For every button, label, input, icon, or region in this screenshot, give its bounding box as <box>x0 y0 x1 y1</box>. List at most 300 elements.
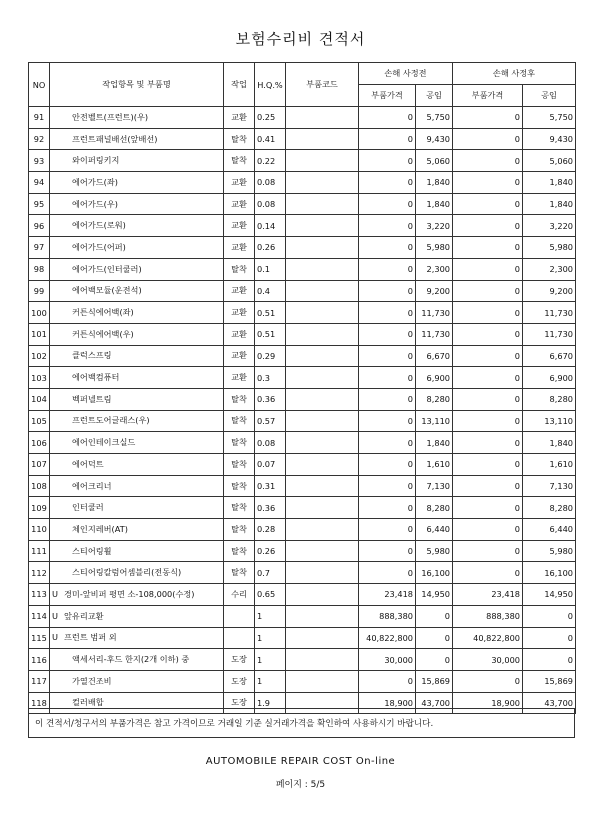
row-part-code <box>286 367 359 389</box>
row-before-labor: 43,700 <box>416 692 453 714</box>
estimate-rows <box>29 107 576 714</box>
row-hq: 1 <box>255 605 286 627</box>
row-before-parts: 0 <box>359 302 416 324</box>
row-part-code <box>286 562 359 584</box>
row-item-label: 커튼식에어백(좌) <box>72 307 134 318</box>
row-no: 107 <box>29 454 50 476</box>
row-before-labor: 8,280 <box>416 388 453 410</box>
row-before-parts: 0 <box>359 107 416 129</box>
row-part-code <box>286 258 359 280</box>
estimate-table <box>28 62 576 714</box>
row-part-code <box>286 432 359 454</box>
row-work: 탈착 <box>224 388 255 410</box>
row-before-parts: 0 <box>359 388 416 410</box>
row-after-labor: 1,840 <box>523 432 576 454</box>
table-row <box>29 670 576 692</box>
row-after-parts: 0 <box>453 258 523 280</box>
row-hq: 0.26 <box>255 237 286 259</box>
row-before-parts: 0 <box>359 237 416 259</box>
row-after-parts: 0 <box>453 540 523 562</box>
row-work <box>224 627 255 649</box>
row-after-parts: 0 <box>453 237 523 259</box>
row-work: 교환 <box>224 172 255 194</box>
row-before-parts: 0 <box>359 258 416 280</box>
row-item-label: 에어가드(로워) <box>72 220 126 231</box>
row-after-labor: 8,280 <box>523 497 576 519</box>
row-item-label: 에어크리너 <box>72 480 112 491</box>
page-number: 페이지 : 5/5 <box>275 780 326 790</box>
row-before-parts: 0 <box>359 562 416 584</box>
header-no: NO <box>29 63 50 107</box>
row-before-parts: 888,380 <box>359 605 416 627</box>
table-row <box>29 475 576 497</box>
row-no: 108 <box>29 475 50 497</box>
row-after-labor: 0 <box>523 627 576 649</box>
row-part-code <box>286 280 359 302</box>
row-before-labor: 7,130 <box>416 475 453 497</box>
row-item <box>50 475 224 497</box>
row-after-parts: 40,822,800 <box>453 627 523 649</box>
row-after-labor: 5,750 <box>523 107 576 129</box>
row-hq: 0.36 <box>255 388 286 410</box>
row-item-label: 에어덕트 <box>72 458 104 469</box>
row-after-labor: 6,440 <box>523 519 576 541</box>
row-no: 96 <box>29 215 50 237</box>
row-part-code <box>286 193 359 215</box>
row-after-labor: 13,110 <box>523 410 576 432</box>
row-before-labor: 5,980 <box>416 540 453 562</box>
table-row <box>29 388 576 410</box>
row-before-parts: 30,000 <box>359 649 416 671</box>
row-item <box>50 172 224 194</box>
row-work <box>224 605 255 627</box>
row-hq: 0.28 <box>255 519 286 541</box>
row-after-labor: 1,840 <box>523 193 576 215</box>
row-no: 109 <box>29 497 50 519</box>
row-item <box>50 410 224 432</box>
row-work: 교환 <box>224 280 255 302</box>
row-hq: 0.65 <box>255 584 286 606</box>
row-item <box>50 454 224 476</box>
row-part-code <box>286 605 359 627</box>
row-item <box>50 540 224 562</box>
row-part-code <box>286 410 359 432</box>
row-after-labor: 6,900 <box>523 367 576 389</box>
row-after-parts: 0 <box>453 432 523 454</box>
row-after-parts: 0 <box>453 128 523 150</box>
row-item <box>50 345 224 367</box>
row-hq: 0.3 <box>255 367 286 389</box>
row-after-parts: 0 <box>453 454 523 476</box>
row-item <box>50 302 224 324</box>
row-after-parts: 0 <box>453 172 523 194</box>
header-before-labor: 공임 <box>416 85 453 107</box>
row-after-labor: 9,430 <box>523 128 576 150</box>
row-item <box>50 193 224 215</box>
table-row <box>29 410 576 432</box>
row-work: 교환 <box>224 323 255 345</box>
row-no: 94 <box>29 172 50 194</box>
row-before-labor: 6,670 <box>416 345 453 367</box>
row-item-label: 프런트도어글래스(우) <box>72 415 150 426</box>
row-hq: 0.22 <box>255 150 286 172</box>
row-work: 수리 <box>224 584 255 606</box>
row-item-label: 안전벨트(프런트)(우) <box>72 111 149 122</box>
row-before-labor: 0 <box>416 605 453 627</box>
row-item <box>50 367 224 389</box>
row-no: 98 <box>29 258 50 280</box>
row-after-parts: 0 <box>453 519 523 541</box>
row-before-labor: 3,220 <box>416 215 453 237</box>
row-after-parts: 0 <box>453 150 523 172</box>
row-hq: 0.1 <box>255 258 286 280</box>
row-no: 106 <box>29 432 50 454</box>
row-part-code <box>286 323 359 345</box>
row-before-labor: 13,110 <box>416 410 453 432</box>
row-before-parts: 0 <box>359 454 416 476</box>
row-before-labor: 15,869 <box>416 670 453 692</box>
row-work: 탈착 <box>224 519 255 541</box>
row-after-parts: 0 <box>453 497 523 519</box>
row-item-label: 에어가드(좌) <box>72 176 118 187</box>
row-after-labor: 14,950 <box>523 584 576 606</box>
row-item-label: 액세서리-후드 한지(2개 이하) 중 <box>72 654 190 665</box>
row-after-parts: 0 <box>453 475 523 497</box>
row-hq: 1 <box>255 670 286 692</box>
table-row <box>29 519 576 541</box>
row-item-label: 벡퍼넬트림 <box>72 393 112 404</box>
row-before-labor: 1,840 <box>416 432 453 454</box>
row-item-label: 인터쿨러 <box>72 502 104 513</box>
table-row <box>29 280 576 302</box>
row-work: 탈착 <box>224 562 255 584</box>
table-row <box>29 649 576 671</box>
row-after-labor: 5,980 <box>523 237 576 259</box>
row-work: 탈착 <box>224 258 255 280</box>
row-part-code <box>286 345 359 367</box>
table-row <box>29 562 576 584</box>
table-row <box>29 323 576 345</box>
row-after-parts: 0 <box>453 215 523 237</box>
row-hq: 0.57 <box>255 410 286 432</box>
header-before-adjust: 손해 사정전 <box>359 63 453 85</box>
row-hq: 0.29 <box>255 345 286 367</box>
row-before-parts: 40,822,800 <box>359 627 416 649</box>
row-after-labor: 5,980 <box>523 540 576 562</box>
table-row <box>29 605 576 627</box>
row-before-parts: 0 <box>359 432 416 454</box>
row-item-label: 체인지레버(AT) <box>72 523 128 534</box>
header-row-top <box>29 63 576 85</box>
row-no: 117 <box>29 670 50 692</box>
row-hq: 0.31 <box>255 475 286 497</box>
header-after-adjust: 손해 사정후 <box>453 63 576 85</box>
row-before-parts: 0 <box>359 280 416 302</box>
row-before-labor: 5,980 <box>416 237 453 259</box>
row-item-label: 프런트 범퍼 외 <box>64 632 117 643</box>
table-row <box>29 258 576 280</box>
row-after-parts: 0 <box>453 302 523 324</box>
table-row <box>29 454 576 476</box>
row-after-parts: 0 <box>453 280 523 302</box>
row-item-prefix: U <box>52 610 58 621</box>
row-item <box>50 432 224 454</box>
row-before-parts: 23,418 <box>359 584 416 606</box>
row-item <box>50 388 224 410</box>
row-hq: 1 <box>255 649 286 671</box>
table-row <box>29 432 576 454</box>
row-no: 115 <box>29 627 50 649</box>
row-no: 103 <box>29 367 50 389</box>
header-before-parts: 부품가격 <box>359 85 416 107</box>
row-work: 탈착 <box>224 540 255 562</box>
row-hq: 0.41 <box>255 128 286 150</box>
row-after-labor: 7,130 <box>523 475 576 497</box>
row-item-label: 앞유리교환 <box>64 610 104 621</box>
row-after-labor: 6,670 <box>523 345 576 367</box>
row-before-labor: 0 <box>416 649 453 671</box>
row-hq: 0.07 <box>255 454 286 476</box>
row-work: 도장 <box>224 649 255 671</box>
row-work: 도장 <box>224 670 255 692</box>
row-no: 92 <box>29 128 50 150</box>
row-item <box>50 237 224 259</box>
row-after-labor: 8,280 <box>523 388 576 410</box>
row-no: 111 <box>29 540 50 562</box>
row-item <box>50 258 224 280</box>
row-work: 탈착 <box>224 150 255 172</box>
row-after-labor: 0 <box>523 605 576 627</box>
row-no: 100 <box>29 302 50 324</box>
row-part-code <box>286 388 359 410</box>
row-after-parts: 0 <box>453 345 523 367</box>
row-item-prefix: U <box>52 632 58 643</box>
row-after-labor: 1,610 <box>523 454 576 476</box>
row-item-label: 에어가드(우) <box>72 198 118 209</box>
table-row <box>29 302 576 324</box>
row-after-labor: 9,200 <box>523 280 576 302</box>
row-item-label: 와이퍼링키지 <box>72 155 120 166</box>
header-after-labor: 공임 <box>523 85 576 107</box>
row-item <box>50 323 224 345</box>
row-item-label: 프런트패널배선(앞배선) <box>72 133 158 144</box>
row-item-prefix: U <box>52 588 58 599</box>
row-part-code <box>286 475 359 497</box>
row-after-labor: 5,060 <box>523 150 576 172</box>
row-no: 95 <box>29 193 50 215</box>
row-before-parts: 0 <box>359 475 416 497</box>
row-part-code <box>286 302 359 324</box>
row-no: 97 <box>29 237 50 259</box>
row-work: 탈착 <box>224 454 255 476</box>
header-work: 작업 <box>224 63 255 107</box>
row-after-labor: 43,700 <box>523 692 576 714</box>
row-hq: 1.9 <box>255 692 286 714</box>
row-before-labor: 0 <box>416 627 453 649</box>
row-after-parts: 0 <box>453 193 523 215</box>
row-no: 110 <box>29 519 50 541</box>
row-item <box>50 497 224 519</box>
row-before-labor: 2,300 <box>416 258 453 280</box>
row-after-parts: 30,000 <box>453 649 523 671</box>
row-after-parts: 888,380 <box>453 605 523 627</box>
row-no: 118 <box>29 692 50 714</box>
row-item <box>50 280 224 302</box>
row-work: 탈착 <box>224 475 255 497</box>
table-row <box>29 627 576 649</box>
table-row <box>29 193 576 215</box>
row-before-labor: 11,730 <box>416 323 453 345</box>
row-item-label: 컬러배합 <box>72 697 104 708</box>
row-part-code <box>286 454 359 476</box>
row-part-code <box>286 627 359 649</box>
row-before-parts: 0 <box>359 150 416 172</box>
row-before-parts: 0 <box>359 540 416 562</box>
row-after-parts: 0 <box>453 107 523 129</box>
row-hq: 0.08 <box>255 193 286 215</box>
row-hq: 0.25 <box>255 107 286 129</box>
row-before-labor: 11,730 <box>416 302 453 324</box>
row-item <box>50 107 224 129</box>
row-item-label: 에어백모듈(운전석) <box>72 285 142 296</box>
row-after-parts: 18,900 <box>453 692 523 714</box>
header-after-parts: 부품가격 <box>453 85 523 107</box>
row-item <box>50 627 224 649</box>
row-item <box>50 150 224 172</box>
table-row <box>29 367 576 389</box>
row-before-labor: 1,840 <box>416 193 453 215</box>
table-row <box>29 237 576 259</box>
row-no: 101 <box>29 323 50 345</box>
row-hq: 0.51 <box>255 302 286 324</box>
table-row <box>29 172 576 194</box>
row-item <box>50 605 224 627</box>
row-before-parts: 0 <box>359 215 416 237</box>
row-work: 탈착 <box>224 128 255 150</box>
row-after-parts: 23,418 <box>453 584 523 606</box>
header-hq: H.Q.% <box>255 63 286 107</box>
row-hq: 0.4 <box>255 280 286 302</box>
row-before-labor: 5,060 <box>416 150 453 172</box>
row-before-labor: 6,440 <box>416 519 453 541</box>
row-item-label: 스티어링휠 <box>72 545 112 556</box>
row-work: 탈착 <box>224 497 255 519</box>
row-no: 93 <box>29 150 50 172</box>
header-code: 부품코드 <box>286 63 359 107</box>
row-part-code <box>286 649 359 671</box>
row-before-labor: 9,430 <box>416 128 453 150</box>
row-before-labor: 6,900 <box>416 367 453 389</box>
row-after-labor: 1,840 <box>523 172 576 194</box>
row-hq: 0.36 <box>255 497 286 519</box>
row-before-parts: 0 <box>359 345 416 367</box>
row-work: 도장 <box>224 692 255 714</box>
row-before-labor: 1,840 <box>416 172 453 194</box>
row-no: 99 <box>29 280 50 302</box>
row-part-code <box>286 519 359 541</box>
row-after-parts: 0 <box>453 388 523 410</box>
row-before-labor: 8,280 <box>416 497 453 519</box>
row-after-parts: 0 <box>453 670 523 692</box>
document-title: 보험수리비 견적서 <box>235 30 366 48</box>
row-item-label: 에어가드(인터쿨러) <box>72 263 142 274</box>
row-hq: 0.7 <box>255 562 286 584</box>
row-work: 교환 <box>224 107 255 129</box>
row-item <box>50 215 224 237</box>
row-item <box>50 584 224 606</box>
row-no: 105 <box>29 410 50 432</box>
row-item-label: 에어가드(어퍼) <box>72 241 126 252</box>
price-notice: 이 견적서/청구서의 부품가격은 참고 가격이므로 거래일 기준 실거래가격을 확인하여 사용하시기 바랍니다. <box>28 708 575 738</box>
row-item-label: 에어백컴퓨터 <box>72 372 120 383</box>
row-part-code <box>286 150 359 172</box>
row-no: 116 <box>29 649 50 671</box>
row-item-label: 가열건조비 <box>72 675 112 686</box>
row-no: 113 <box>29 584 50 606</box>
row-hq: 0.26 <box>255 540 286 562</box>
table-row <box>29 150 576 172</box>
row-before-parts: 0 <box>359 128 416 150</box>
footer-brand: AUTOMOBILE REPAIR COST On-line <box>205 756 396 767</box>
row-no: 102 <box>29 345 50 367</box>
row-part-code <box>286 540 359 562</box>
table-row <box>29 107 576 129</box>
row-before-parts: 0 <box>359 497 416 519</box>
row-before-parts: 0 <box>359 323 416 345</box>
row-hq: 0.08 <box>255 432 286 454</box>
table-row <box>29 584 576 606</box>
row-before-parts: 0 <box>359 519 416 541</box>
row-item-label: 에어인테이크실드 <box>72 437 136 448</box>
row-work: 교환 <box>224 302 255 324</box>
row-part-code <box>286 584 359 606</box>
row-after-labor: 16,100 <box>523 562 576 584</box>
row-after-labor: 0 <box>523 649 576 671</box>
row-before-labor: 16,100 <box>416 562 453 584</box>
row-before-labor: 5,750 <box>416 107 453 129</box>
row-after-labor: 3,220 <box>523 215 576 237</box>
row-hq: 0.08 <box>255 172 286 194</box>
row-after-labor: 11,730 <box>523 302 576 324</box>
row-after-labor: 11,730 <box>523 323 576 345</box>
row-part-code <box>286 215 359 237</box>
table-row <box>29 345 576 367</box>
row-part-code <box>286 128 359 150</box>
row-work: 교환 <box>224 193 255 215</box>
row-item-label: 스티어링칼럼어셈블리(전동식) <box>72 567 182 578</box>
row-after-labor: 15,869 <box>523 670 576 692</box>
row-before-labor: 9,200 <box>416 280 453 302</box>
row-after-labor: 2,300 <box>523 258 576 280</box>
row-hq: 0.14 <box>255 215 286 237</box>
row-before-parts: 0 <box>359 193 416 215</box>
row-before-parts: 18,900 <box>359 692 416 714</box>
row-no: 91 <box>29 107 50 129</box>
row-work: 교환 <box>224 215 255 237</box>
row-part-code <box>286 670 359 692</box>
row-part-code <box>286 497 359 519</box>
row-after-parts: 0 <box>453 323 523 345</box>
row-item-label: 경미-앞비퍼 평면 소-108,000(수정) <box>64 588 195 599</box>
row-work: 교환 <box>224 345 255 367</box>
row-before-labor: 1,610 <box>416 454 453 476</box>
row-no: 112 <box>29 562 50 584</box>
row-after-parts: 0 <box>453 410 523 432</box>
row-item <box>50 649 224 671</box>
row-part-code <box>286 237 359 259</box>
row-before-parts: 0 <box>359 367 416 389</box>
row-hq: 0.51 <box>255 323 286 345</box>
